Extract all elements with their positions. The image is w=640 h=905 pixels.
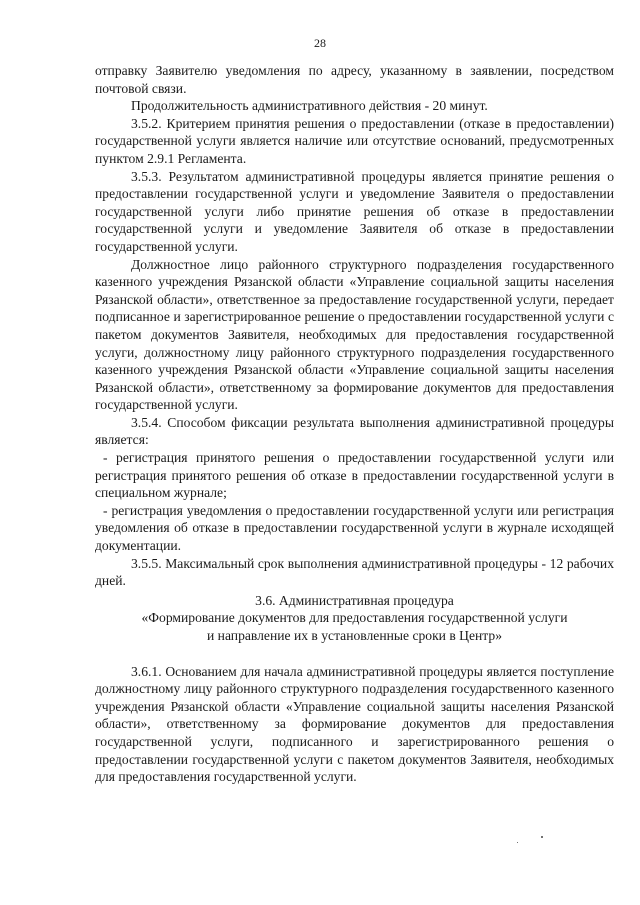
document-body — [95, 62, 614, 786]
paragraph: 3.5.5. Максимальный срок выполнения административной процедуры - 12 рабочих дней. — [95, 555, 614, 589]
top-paragraphs — [95, 62, 614, 590]
paragraph: - регистрация принятого решения о предоставлении государственной услуги или регистрация принятого решения об отказе в предоставлении государственной услуги в специальном журнале; — [95, 450, 614, 501]
paragraph: отправку Заявителю уведомления по адресу, указанному в заявлении, посредством почтовой связи. — [95, 63, 614, 96]
section-heading-title-line-1: «Формирование документов для предоставления государственной услуги — [141, 610, 568, 626]
scan-speck — [517, 842, 518, 843]
paragraph: - регистрация уведомления о предоставлении государственной услуги или регистрация уведомления об отказе в предоставлении государственной услуги в журнале исходящей документации. — [95, 502, 614, 554]
paragraph: Должностное лицо районного структурного подразделения государственного казенного учреждения Рязанской области «Управление социальной защиты населения Рязанской области», ответственное за предоставление государственной услуги, передает подписанное и зарегистрированное решение о предоставлении государственной услуги с пакетом документов Заявителя, необходимых для предоставления государственной услуги, должностному лицу районного структурного подразделения государственного казенного учреждения Рязанской области «Управление социальной защиты населения Рязанской области», ответственному за формирование документов для предоставления государственной услуги. — [95, 256, 614, 413]
paragraph: Продолжительность административного действия - 20 минут. — [131, 98, 488, 114]
section-heading-number: 3.6. Административная процедура — [255, 592, 454, 608]
scan-speck — [541, 836, 543, 838]
section-heading-title-line-2: и направление их в установленные сроки в Центр» — [207, 628, 502, 643]
paragraph: 3.5.4. Способом фиксации результата выполнения административной процедуры является: — [95, 414, 614, 448]
paragraph: 3.5.2. Критерием принятия решения о предоставлении (отказе в предоставлении) государственной услуги является наличие или отсутствие оснований, предусмотренных пунктом 2.9.1 Регламента. — [95, 115, 614, 166]
section-heading — [95, 592, 614, 645]
section-spacer — [95, 645, 614, 663]
paragraph: 3.5.3. Результатом административной процедуры является принятие решения о предоставлении государственной услуги и уведомление Заявителя о предоставлении государственной услуги либо принятие решения об отказе в предоставлении государственной услуги и уведомление Заявителя об отказе в предоставлении государственной услуги. — [95, 168, 614, 254]
page-number: 28 — [314, 36, 326, 50]
paragraph: 3.6.1. Основанием для начала административной процедуры является поступление должностному лицу районного структурного подразделения государственного казенного учреждения Рязанской области «Управление социальной защиты населения Рязанской области», ответственному за формирование документов для предоставления государственной услуги, подписанного и зарегистрированного решения о предоставлении государственной услуги с пакетом документов Заявителя, необходимых для предоставления государственной услуги. — [95, 663, 614, 785]
bottom-paragraphs — [95, 663, 614, 786]
